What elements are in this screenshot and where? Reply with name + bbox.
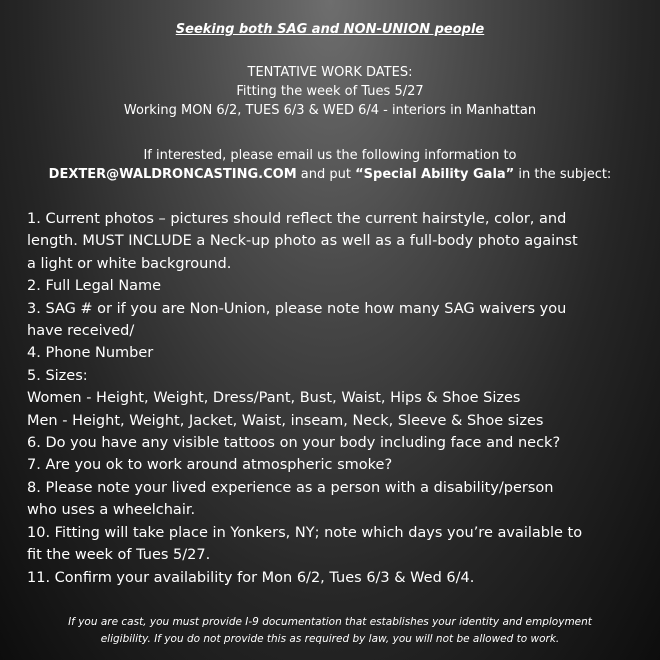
i9-disclaimer bbox=[0, 614, 660, 648]
requirement-line: have received/ bbox=[27, 323, 135, 340]
fitting-date: Fitting the week of Tues 5/27 bbox=[236, 84, 424, 99]
contact-details bbox=[0, 165, 660, 184]
requirement-line: Men - Height, Weight, Jacket, Waist, inseam, Neck, Sleeve & Shoe sizes bbox=[27, 412, 544, 429]
requirement-line: 8. Please note your lived experience as a person with a disability/person bbox=[27, 479, 554, 496]
requirement-line: 5. Sizes: bbox=[27, 367, 88, 384]
contact-intro: If interested, please email us the following information to bbox=[143, 148, 517, 163]
requirement-line: 4. Phone Number bbox=[27, 345, 154, 362]
contact-end: in the subject: bbox=[514, 167, 612, 182]
requirement-line: 11. Confirm your availability for Mon 6/2, Tues 6/3 & Wed 6/4. bbox=[27, 569, 475, 586]
requirement-line: 3. SAG # or if you are Non-Union, please note how many SAG waivers you bbox=[27, 300, 567, 317]
headline: Seeking both SAG and NON-UNION people bbox=[175, 22, 485, 37]
work-dates-heading: TENTATIVE WORK DATES: bbox=[247, 65, 413, 80]
disclaimer-line: If you are cast, you must provide I-9 documentation that establishes your identity and employment bbox=[68, 616, 592, 628]
requirement-line: length. MUST INCLUDE a Neck-up photo as well as a full-body photo against bbox=[27, 233, 578, 250]
contact-email: DEXTER@WALDRONCASTING.COM bbox=[48, 167, 297, 182]
requirement-line: fit the week of Tues 5/27. bbox=[27, 547, 211, 564]
requirement-line: 2. Full Legal Name bbox=[27, 278, 162, 295]
requirement-line: 6. Do you have any visible tattoos on your body including face and neck? bbox=[27, 435, 561, 452]
work-dates bbox=[0, 63, 660, 120]
disclaimer-line: eligibility. If you do not provide this as required by law, you will not be allowed to work. bbox=[100, 633, 560, 645]
requirement-line: 1. Current photos – pictures should reflect the current hairstyle, color, and bbox=[27, 211, 567, 227]
requirement-line: Women - Height, Weight, Dress/Pant, Bust, Waist, Hips & Shoe Sizes bbox=[27, 390, 521, 407]
contact-instructions bbox=[0, 146, 660, 184]
requirement-line: a light or white background. bbox=[27, 255, 232, 272]
requirement-line: 7. Are you ok to work around atmospheric smoke? bbox=[27, 457, 393, 474]
requirement-line: 10. Fitting will take place in Yonkers, NY; note which days you’re available to bbox=[27, 524, 583, 541]
requirement-line: who uses a wheelchair. bbox=[27, 502, 196, 519]
email-subject: “Special Ability Gala” bbox=[355, 167, 515, 182]
contact-middle: and put bbox=[296, 167, 356, 182]
working-dates: Working MON 6/2, TUES 6/3 & WED 6/4 - interiors in Manhattan bbox=[123, 103, 537, 118]
requirements-list bbox=[27, 208, 642, 589]
